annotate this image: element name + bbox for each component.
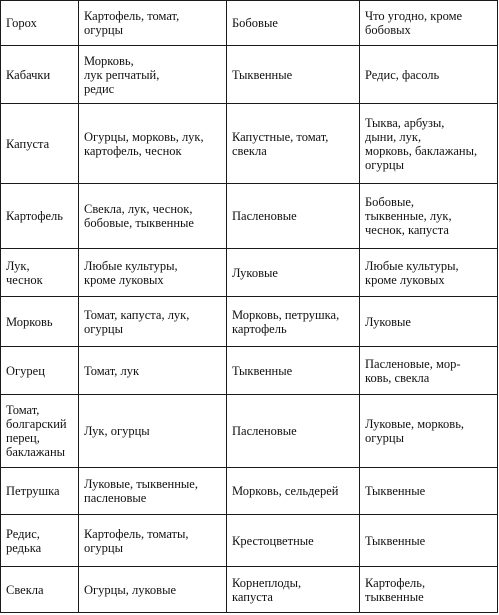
crop-cell: Картофель xyxy=(1,184,79,249)
bad-predecessors-cell: Корнеплоды, капуста xyxy=(227,567,360,613)
good-predecessors-cell: Огурцы, морковь, лук, картофель, чеснок xyxy=(79,104,227,184)
crop-cell: Кабачки xyxy=(1,46,79,104)
followers-cell: Тыквенные xyxy=(360,515,498,567)
good-predecessors-cell: Луковые, тыквенные, пасленовые xyxy=(79,468,227,515)
table-row xyxy=(1,184,498,249)
good-predecessors-cell: Лук, огурцы xyxy=(79,395,227,468)
crop-cell: Капуста xyxy=(1,104,79,184)
crop-cell: Редис, редька xyxy=(1,515,79,567)
followers-cell: Бобовые, тыквенные, лук, чеснок, капуста xyxy=(360,184,498,249)
followers-cell: Что угодно, кроме бобовых xyxy=(360,1,498,46)
crop-cell: Петрушка xyxy=(1,468,79,515)
good-predecessors-cell: Морковь, лук репчатый, редис xyxy=(79,46,227,104)
crop-cell: Морковь xyxy=(1,297,79,347)
table-row xyxy=(1,515,498,567)
crop-cell: Огурец xyxy=(1,347,79,395)
bad-predecessors-cell: Тыквенные xyxy=(227,347,360,395)
table-row xyxy=(1,104,498,184)
table-row xyxy=(1,297,498,347)
good-predecessors-cell: Томат, капуста, лук, огурцы xyxy=(79,297,227,347)
good-predecessors-cell: Огурцы, луковые xyxy=(79,567,227,613)
followers-cell: Тыквенные xyxy=(360,468,498,515)
table-row xyxy=(1,468,498,515)
good-predecessors-cell: Картофель, томат, огурцы xyxy=(79,1,227,46)
table-row xyxy=(1,46,498,104)
followers-cell: Пасленовые, мор- ковь, свекла xyxy=(360,347,498,395)
good-predecessors-cell: Свекла, лук, чеснок, бобовые, тыквенные xyxy=(79,184,227,249)
good-predecessors-cell: Томат, лук xyxy=(79,347,227,395)
crop-cell: Томат, болгарский перец, баклажаны xyxy=(1,395,79,468)
good-predecessors-cell: Картофель, томаты, огурцы xyxy=(79,515,227,567)
followers-cell: Картофель, тыквенные xyxy=(360,567,498,613)
bad-predecessors-cell: Морковь, петрушка, картофель xyxy=(227,297,360,347)
bad-predecessors-cell: Бобовые xyxy=(227,1,360,46)
good-predecessors-cell: Любые культуры, кроме луковых xyxy=(79,249,227,297)
bad-predecessors-cell: Луковые xyxy=(227,249,360,297)
followers-cell: Редис, фасоль xyxy=(360,46,498,104)
bad-predecessors-cell: Капустные, томат, свекла xyxy=(227,104,360,184)
crop-cell: Горох xyxy=(1,1,79,46)
table-row xyxy=(1,249,498,297)
bad-predecessors-cell: Морковь, сельдерей xyxy=(227,468,360,515)
followers-cell: Луковые, морковь, огурцы xyxy=(360,395,498,468)
followers-cell: Любые культуры, кроме луковых xyxy=(360,249,498,297)
table-row xyxy=(1,567,498,613)
bad-predecessors-cell: Пасленовые xyxy=(227,184,360,249)
crop-cell: Свекла xyxy=(1,567,79,613)
bad-predecessors-cell: Тыквенные xyxy=(227,46,360,104)
table-row xyxy=(1,395,498,468)
crop-cell: Лук, чеснок xyxy=(1,249,79,297)
table-row xyxy=(1,347,498,395)
followers-cell: Луковые xyxy=(360,297,498,347)
bad-predecessors-cell: Крестоцветные xyxy=(227,515,360,567)
bad-predecessors-cell: Пасленовые xyxy=(227,395,360,468)
table-row xyxy=(1,1,498,46)
followers-cell: Тыква, арбузы, дыни, лук, морковь, баклажаны, огурцы xyxy=(360,104,498,184)
